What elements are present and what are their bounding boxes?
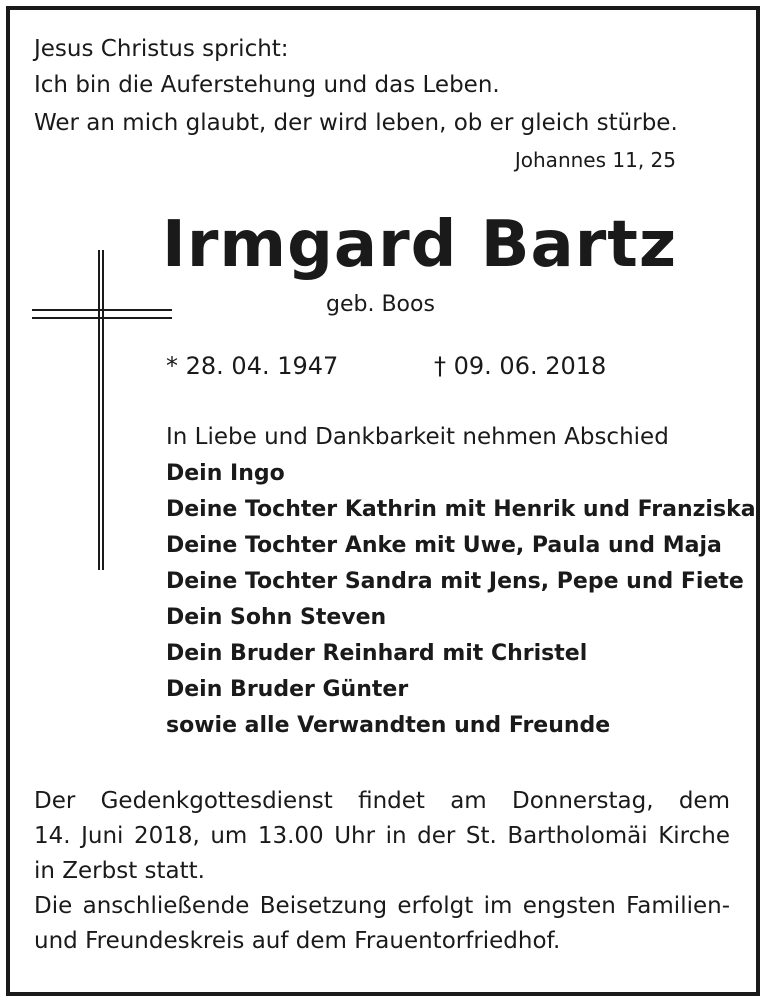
notice-line-4: Die anschließende Beisetzung erfolgt im engsten Familien-	[34, 893, 730, 919]
birth-date: * 28. 04. 1947	[166, 352, 339, 380]
notice-line-1: Der Gedenkgottesdienst findet am Donnerstag, dem	[34, 788, 730, 814]
mourner-1: Dein Ingo	[166, 461, 285, 486]
mourner-2: Deine Tochter Kathrin mit Henrik und Franziska	[166, 497, 756, 522]
quote-line-1: Jesus Christus spricht:	[34, 36, 289, 62]
maiden-name: geb. Boos	[326, 292, 435, 317]
mourner-7: Dein Bruder Günter	[166, 677, 409, 702]
bible-reference: Johannes 11, 25	[514, 148, 676, 172]
mourner-3: Deine Tochter Anke mit Uwe, Paula und Maja	[166, 533, 722, 558]
cross-joint	[100, 311, 102, 317]
cross-icon	[98, 250, 104, 570]
mourner-5: Dein Sohn Steven	[166, 605, 387, 630]
notice-line-2: 14. Juni 2018, um 13.00 Uhr in der St. Bartholomäi Kirche	[34, 823, 730, 849]
death-date: † 09. 06. 2018	[434, 352, 607, 380]
farewell-intro: In Liebe und Dankbarkeit nehmen Abschied	[166, 424, 669, 450]
quote-line-2: Ich bin die Auferstehung und das Leben.	[34, 72, 500, 98]
service-notice	[34, 784, 730, 959]
mourner-8: sowie alle Verwandten und Freunde	[166, 713, 611, 738]
mourner-6: Dein Bruder Reinhard mit Christel	[166, 641, 588, 666]
notice-line-3: in Zerbst statt.	[34, 858, 205, 884]
cross-beam	[32, 309, 172, 319]
notice-line-5: und Freundeskreis auf dem Frauentorfriedhof.	[34, 928, 561, 954]
deceased-name: Irmgard Bartz	[162, 208, 678, 282]
quote-line-3: Wer an mich glaubt, der wird leben, ob er gleich stürbe.	[34, 110, 678, 136]
mourner-4: Deine Tochter Sandra mit Jens, Pepe und Fiete	[166, 569, 744, 594]
